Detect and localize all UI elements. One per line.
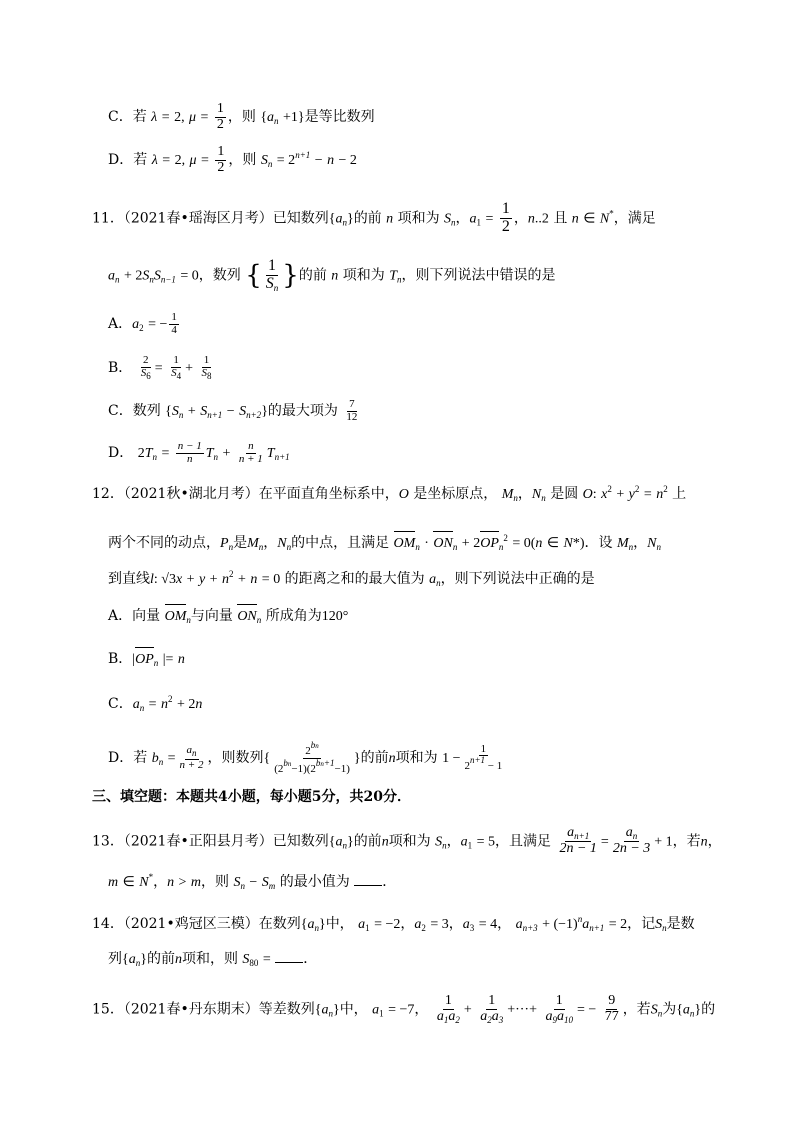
q14-stem-line1: 14．（2021•鸡冠区三模）在数列$\{a_n\}$中， $a_1 = -2$，$a_2 = 3$，$a_3 = 4$， $a_{n+3} + (-1)^na_{n+1} = 2$，记$S_n$是数 — [92, 914, 695, 933]
question-number: 14． — [92, 916, 124, 932]
option-label: D． — [108, 152, 134, 169]
q15-stem-line1: 15．（2021春•丹东期末）等差数列$\{a_n\}$中， $a_1 = -7$， $\frac{1}{a_1a_2}$ + $\frac{1}{a_2a_3}$ +···+ $\frac{1}{a_9a_{10}}$ = − $\frac{9}{77}$ ，若$S_n$为$\{a_n\}$的 — [92, 993, 716, 1025]
q11-option-b: B． $\frac{2}{S_6}$ = $\frac{1}{S_4}$ + $\frac{1}{S_8}$ — [108, 354, 212, 381]
question-number: 13． — [92, 833, 124, 850]
question-source: （2021春•瑶海区月考） — [123, 210, 273, 227]
q11-option-a: A．$a_2$ = − $\frac{1}{4}$ — [108, 311, 177, 336]
answer-blank[interactable] — [354, 873, 382, 886]
option-label: C． — [108, 696, 133, 712]
q14-stem-line2: 列$\{a_n\}$的前n项和，则 $S_{80}$ = ． — [108, 951, 318, 968]
q11-option-c: C．数列 $\{S_n + S_{n+1} - S_{n+2}\}$的最大项为 $\frac{7}{12}$ — [108, 398, 358, 423]
q10-option-c: C．若 λ = 2, μ = $\frac{1}{2}$ ，则 $\{a_n +1\}$是等比数列 — [108, 101, 375, 132]
option-label: A． — [108, 316, 133, 333]
q11-stem-line1: 11．（2021春•瑶海区月考）已知数列$\{a_n\}$的前 n 项和为 $S_n$，$a_1$ = $\frac{1}{2}$ ，n..2 且 n ∈ N*，满足 — [92, 200, 656, 235]
q11-stem-line2: $a_n + 2S_nS_{n-1} = 0$，数列 { $\frac{1}{S_n}$ }的前 n 项和为 $T_n$，则下列说法中错误的是 — [108, 257, 556, 293]
option-label: D． — [108, 445, 134, 462]
option-label: B． — [108, 651, 133, 667]
question-source: （2021春•丹东期末） — [123, 1001, 259, 1018]
option-label: C． — [108, 109, 133, 126]
q12-option-a: A．向量 $OM_n$与向量 $ON_n$ 所成角为120° — [108, 608, 349, 625]
question-number: 15． — [92, 1001, 124, 1018]
q12-option-b: B．$|OP_n$ |= n — [108, 651, 185, 668]
q11-option-d: D． $2T_n$ = $\frac{n - 1}{n}$ $T_n$ + $\frac{n}{n + 1}$ $T_{n+1}$ — [108, 440, 290, 465]
section-heading: 三、填空题：本题共4小题，每小题5分，共20分． — [92, 789, 411, 805]
q12-stem-line2: 两个不同的动点，$P_n$是$M_n$，$N_n$的中点，且满足 $OM_n \cdot ON_n + 2OP_n^2 = 0(n$ ∈ N*)．设 $M_n$，$N_n$ — [108, 533, 661, 552]
answer-blank[interactable] — [275, 950, 303, 963]
option-label: D． — [108, 750, 134, 767]
option-label: A． — [108, 608, 133, 624]
q13-stem-line1: 13．（2021春•正阳县月考）已知数列$\{a_n\}$的前n项和为 $S_n$，$a_1 = 5$，且满足 $\frac{a_{n+1}}{2n - 1}$ = $\frac{a_n}{2n - 3}$ + 1，若n， — [92, 825, 722, 857]
question-number: 11． — [92, 210, 124, 227]
question-number: 12． — [92, 486, 124, 502]
question-source: （2021春•正阳县月考） — [123, 833, 273, 850]
q13-stem-line2: m ∈ N*，n > m，则 $S_n - S_m$ 的最小值为 ． — [108, 872, 397, 891]
question-source: （2021秋•湖北月考） — [123, 486, 259, 502]
question-source: （2021•鸡冠区三模） — [123, 916, 259, 932]
q12-stem-line3: 到直线l: $√3x + y + n^2 + n = 0$ 的距离之和的最大值为 $a_n$，则下列说法中正确的是 — [108, 569, 595, 588]
q12-option-d: D．若 $b_n$ = $\frac{a_n}{n + 2}$ ，则数列{ $\frac{2^{bn}}{(2^{bn}-1)(2^{bn+1}-1)}$ }的前n项和为 1 − $\frac{1}{2^{n+1} - 1}$ — [108, 740, 503, 775]
option-label: B． — [108, 359, 133, 376]
q12-stem-line1: 12．（2021秋•湖北月考）在平面直角坐标系中，O 是坐标原点， $M_n$，$N_n$ 是圆 O: $x^2 + y^2 = n^2$ 上 — [92, 484, 687, 503]
q12-option-c: C．$a_n = n^2 + 2n$ — [108, 694, 203, 713]
option-label: C． — [108, 403, 133, 420]
q10-option-d: D．若 λ = 2, μ = $\frac{1}{2}$ ，则 $S_n = 2^{n+1} - n - 2$ — [108, 144, 357, 175]
